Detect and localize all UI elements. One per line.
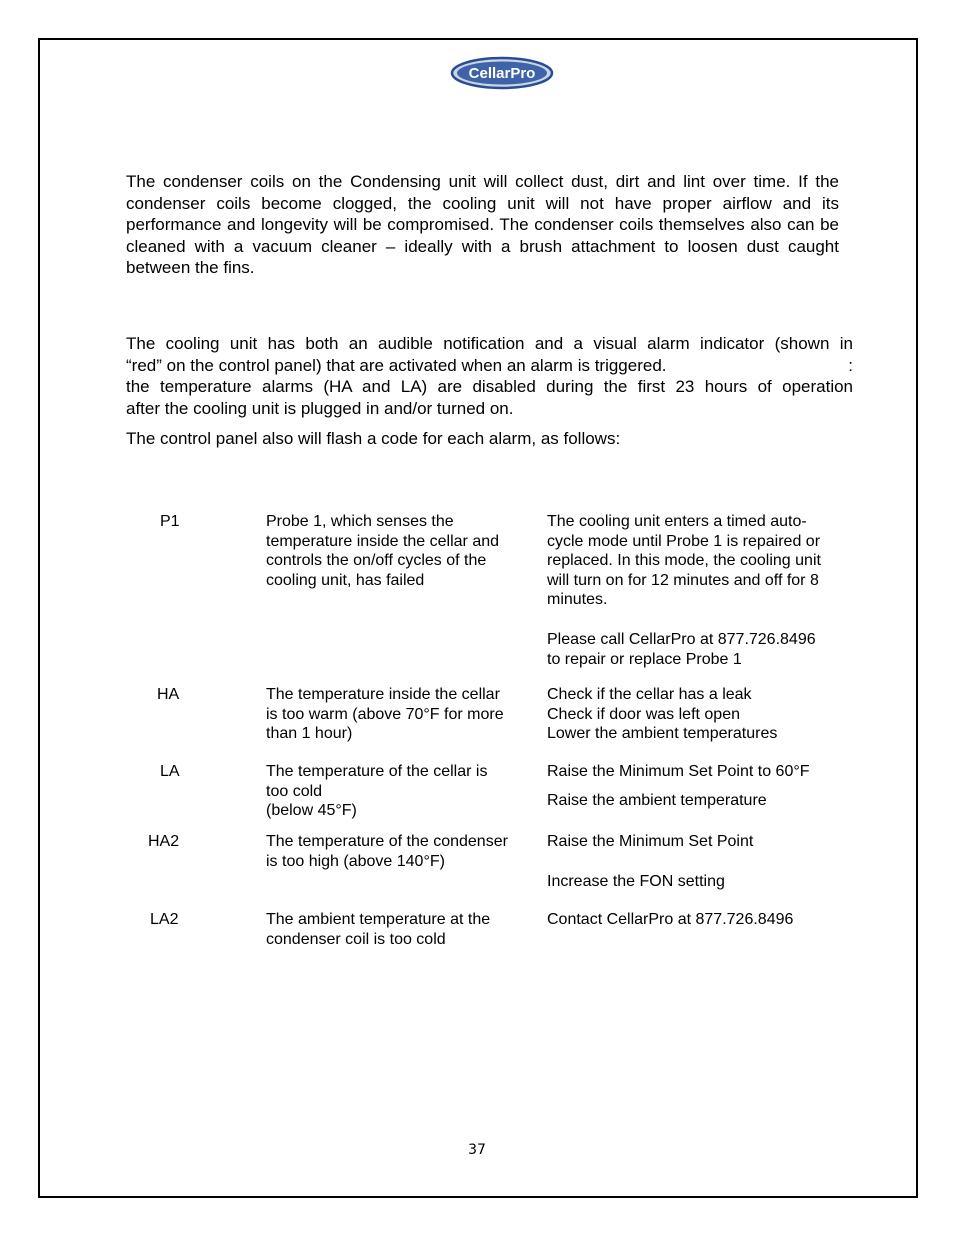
alarm-intro-line-2-colon: : [848, 355, 853, 375]
alarm-cause-la2: The ambient temperature at the condenser coil is too cold [266, 911, 491, 948]
alarm-code-ha: HA [157, 686, 180, 703]
alarm-cause-ha: The temperature inside the cellar is too warm (above 70°F for more than 1 hour) [266, 686, 504, 743]
alarm-action2-p1: Please call CellarPro at 877.726.8496 to repair or replace Probe 1 [547, 631, 816, 668]
alarm-intro-line-2-text: “red” on the control panel) that are activated when an alarm is triggered. [126, 355, 667, 375]
maintenance-paragraph: The condenser coils on the Condensing unit will collect dust, dirt and lint over time. If the condenser coils become clogged, the cooling unit will not have proper airflow and its performance and longevity will be compromised. The condenser coils themselves also can be cleaned with a vacuum cleaner – ideally with a brush attachment to loosen dust caught between the fins. [126, 172, 839, 277]
alarm-intro-line-1: The cooling unit has both an audible notification and a visual alarm indicator (shown in [126, 334, 853, 353]
alarm-action-ha: Check if the cellar has a leak Check if door was left open Lower the ambient temperatures [547, 686, 778, 743]
alarm-intro-line-3: the temperature alarms (HA and LA) are disabled during the first 23 hours of operation [126, 377, 853, 396]
alarm-action2-la: Raise the ambient temperature [547, 792, 767, 809]
alarm-cause-p1: Probe 1, which senses the temperature inside the cellar and controls the on/off cycles of the cooling unit, has failed [266, 513, 500, 589]
alarm-action-p1: The cooling unit enters a timed auto- cycle mode until Probe 1 is repaired or replaced. In this mode, the cooling unit will turn on for 12 minutes and off for 8 minutes. [547, 513, 821, 609]
logo-text: CellarPro [468, 65, 536, 82]
cellarpro-logo [450, 56, 554, 90]
alarm-intro-line-4: after the cooling unit is plugged in and/or turned on. [126, 398, 514, 418]
alarm-code-ha2: HA2 [148, 833, 180, 850]
alarm-action-la: Raise the Minimum Set Point to 60°F [547, 763, 810, 780]
codes-intro-paragraph: The control panel also will flash a code for each alarm, as follows: [126, 429, 621, 448]
alarm-action2-ha2: Increase the FON setting [547, 873, 725, 890]
alarm-cause-la: The temperature of the cellar is too cold (below 45°F) [266, 763, 488, 820]
alarm-cause-ha2: The temperature of the condenser is too high (above 140°F) [266, 833, 508, 870]
alarm-code-la: LA [160, 763, 180, 780]
alarm-code-la2: LA2 [150, 911, 179, 928]
page-number: 37 [468, 1142, 486, 1158]
alarm-code-p1: P1 [160, 513, 180, 530]
alarm-intro-paragraph [126, 333, 853, 419]
alarm-action-la2: Contact CellarPro at 877.726.8496 [547, 911, 794, 928]
alarm-action-ha2: Raise the Minimum Set Point [547, 833, 754, 850]
alarm-intro-line-2 [126, 355, 853, 377]
